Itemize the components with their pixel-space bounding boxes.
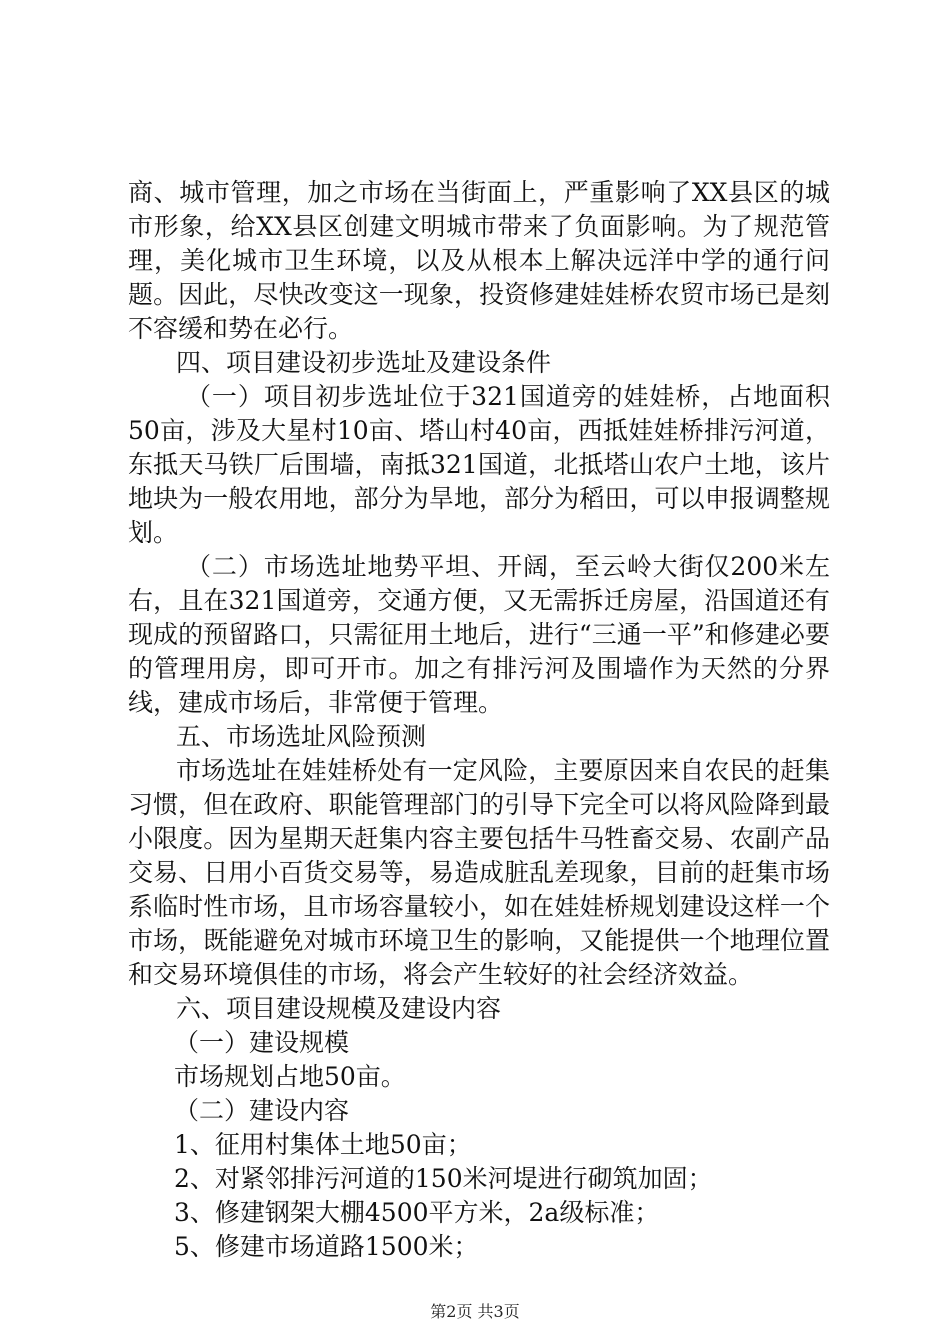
heading-section-4: 四、项目建设初步选址及建设条件 [176, 348, 552, 377]
paragraph-city-image: 商、城市管理，加之市场在当街面上，严重影响了XX县区的城市形象，给XX县区创建文明城市带来了负面影响。为了规范管理，美化城市卫生环境，以及从根本上解决远洋中学的通行问题。因此，尽快改变这一现象，投资修建娃娃桥农贸市场已是刻不容缓和势在必行。 [128, 178, 830, 343]
heading-section-6: 六、项目建设规模及建设内容 [176, 994, 502, 1023]
document-body [128, 176, 830, 1264]
list-item-embankment: 2、对紧邻排污河道的150米河堤进行砌筑加固； [174, 1164, 713, 1193]
subheading-scale: （一）建设规模 [174, 1028, 350, 1057]
list-item-roads: 5、修建市场道路1500米； [174, 1232, 479, 1261]
paragraph-site-terrain: （二）市场选址地势平坦、开阔，至云岭大街仅200米左右，且在321国道旁，交通方便，又无需拆迁房屋，沿国道还有现成的预留路口，只需征用土地后，进行“三通一平”和修建必要的管理用房，即可开市。加之有排污河及围墙作为天然的分界线，建成市场后，非常便于管理。 [128, 552, 830, 717]
heading-section-5: 五、市场选址风险预测 [176, 722, 427, 751]
paragraph-site-location: （一）项目初步选址位于321国道旁的娃娃桥，占地面积50亩，涉及大星村10亩、塔山村40亩，西抵娃娃桥排污河道，东抵天马铁厂后围墙，南抵321国道，北抵塔山农户土地，该片地块为一般农用地，部分为旱地，部分为稻田，可以申报调整规划。 [128, 382, 830, 547]
page-footer: 第2页 共3页 [430, 1302, 520, 1321]
subheading-content: （二）建设内容 [174, 1096, 350, 1125]
paragraph-scale: 市场规划占地50亩。 [174, 1062, 406, 1091]
list-item-canopy: 3、修建钢架大棚4500平方米，2a级标准； [174, 1198, 660, 1227]
list-item-land: 1、征用村集体土地50亩； [174, 1130, 472, 1159]
paragraph-risk-forecast: 市场选址在娃娃桥处有一定风险，主要原因来自农民的赶集习惯，但在政府、职能管理部门的引导下完全可以将风险降到最小限度。因为星期天赶集内容主要包括牛马牲畜交易、农副产品交易、日用小百货交易等，易造成脏乱差现象，目前的赶集市场系临时性市场，且市场容量较小，如在娃娃桥规划建设这样一个市场，既能避免对城市环境卫生的影响，又能提供一个地理位置和交易环境俱佳的市场，将会产生较好的社会经济效益。 [128, 756, 830, 989]
